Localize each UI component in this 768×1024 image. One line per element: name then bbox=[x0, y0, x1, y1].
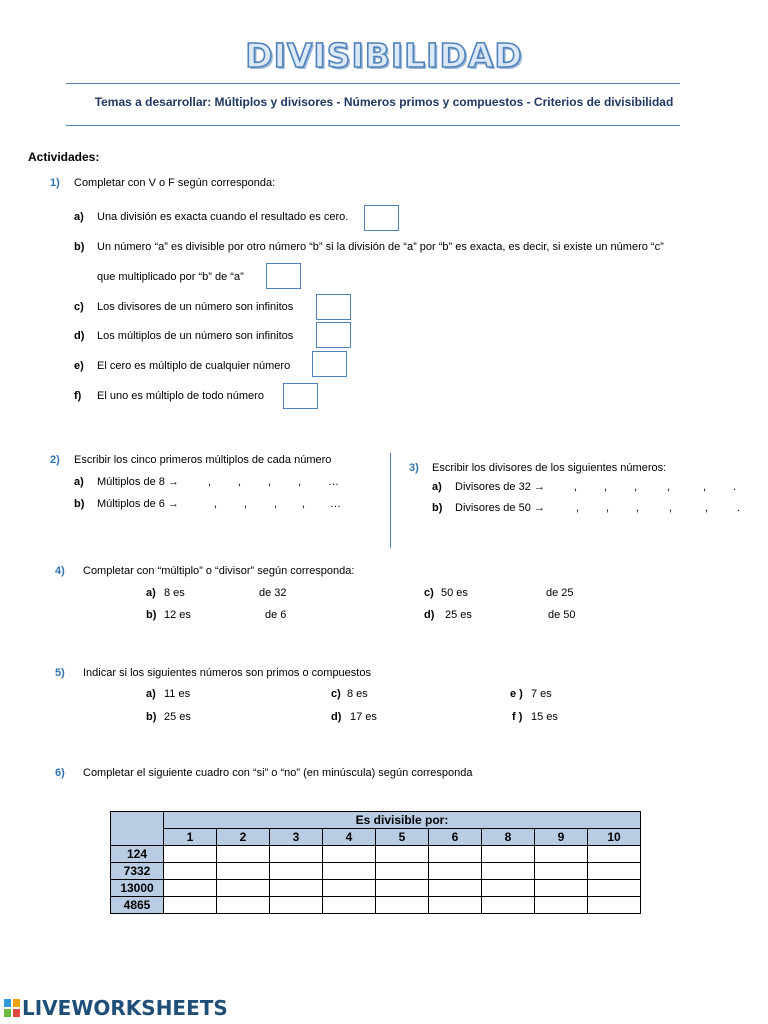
q3-a-sep: . bbox=[733, 481, 737, 493]
q5-item-b-text: 25 es bbox=[164, 711, 191, 723]
q3-a-sep: , bbox=[634, 481, 638, 493]
q3-item-a-text: Divisores de 32 → bbox=[455, 481, 545, 493]
q5-prompt: Indicar si los siguientes números son primos o compuestos bbox=[83, 667, 371, 679]
q4-prompt: Completar con “múltiplo” o “divisor” según corresponda: bbox=[83, 565, 355, 577]
answer-cell[interactable] bbox=[535, 880, 588, 897]
q2-a-sep: … bbox=[328, 476, 339, 488]
q4-item-a-text: 8 es bbox=[164, 587, 185, 599]
answer-cell[interactable] bbox=[376, 863, 429, 880]
answer-cell[interactable] bbox=[429, 880, 482, 897]
liveworksheets-logo bbox=[4, 996, 228, 1020]
page-title: DIVISIBILIDAD bbox=[245, 36, 523, 75]
divisor-header-cell: 3 bbox=[270, 829, 323, 846]
q1-item-f-letter: f) bbox=[74, 390, 82, 402]
answer-cell[interactable] bbox=[270, 846, 323, 863]
q2-a-sep: , bbox=[238, 476, 242, 488]
q4-item-c-letter: c) bbox=[424, 587, 434, 599]
answer-cell[interactable] bbox=[482, 846, 535, 863]
q1-answer-box-f[interactable] bbox=[283, 383, 318, 409]
divider-bottom bbox=[66, 125, 680, 126]
q5-item-b-letter: b) bbox=[146, 711, 157, 723]
answer-cell[interactable] bbox=[270, 863, 323, 880]
q3-item-b-text: Divisores de 50 → bbox=[455, 502, 545, 514]
answer-cell[interactable] bbox=[164, 863, 217, 880]
q4-number: 4) bbox=[55, 565, 65, 577]
q4-item-b-letter: b) bbox=[146, 609, 157, 621]
answer-cell[interactable] bbox=[588, 880, 641, 897]
q1-item-d-letter: d) bbox=[74, 330, 85, 342]
answer-cell[interactable] bbox=[535, 863, 588, 880]
divisor-header-cell: 10 bbox=[588, 829, 641, 846]
q1-answer-box-b[interactable] bbox=[266, 263, 301, 289]
answer-cell[interactable] bbox=[482, 880, 535, 897]
q1-answer-box-e[interactable] bbox=[312, 351, 347, 377]
answer-cell[interactable] bbox=[217, 897, 270, 914]
q1-item-a-text: Una división es exacta cuando el resultado es cero. bbox=[97, 211, 349, 223]
q1-item-c-letter: c) bbox=[74, 301, 84, 313]
q1-item-d-text: Los múltiplos de un número son infinitos bbox=[97, 330, 294, 342]
q1-item-c-text: Los divisores de un número son infinitos bbox=[97, 301, 294, 313]
q1-prompt: Completar con V o F según corresponda: bbox=[74, 177, 276, 189]
q2-item-b-text: Múltiplos de 6 → bbox=[97, 498, 179, 510]
q2-b-sep: , bbox=[244, 498, 248, 510]
q2-prompt: Escribir los cinco primeros múltiplos de cada número bbox=[74, 454, 332, 466]
answer-cell[interactable] bbox=[429, 897, 482, 914]
q2-a-sep: , bbox=[208, 476, 212, 488]
q4-item-a-letter: a) bbox=[146, 587, 156, 599]
divisibility-table bbox=[110, 811, 641, 914]
q1-number: 1) bbox=[50, 177, 60, 189]
q5-item-a-letter: a) bbox=[146, 688, 156, 700]
q5-item-c-letter: c) bbox=[331, 688, 341, 700]
q4-item-c-text: 50 es bbox=[441, 587, 468, 599]
logo-text: LIVEWORKSHEETS bbox=[22, 996, 228, 1020]
table-row bbox=[111, 846, 641, 863]
answer-cell[interactable] bbox=[535, 846, 588, 863]
q6-prompt: Completar el siguiente cuadro con “si” o “no” (en minúscula) según corresponda bbox=[83, 767, 473, 779]
answer-cell[interactable] bbox=[217, 863, 270, 880]
q1-item-e-text: El cero es múltiplo de cualquier número bbox=[97, 360, 291, 372]
q4-item-b-tail: de 6 bbox=[265, 609, 287, 621]
q5-item-a-text: 11 es bbox=[164, 688, 191, 700]
answer-cell[interactable] bbox=[323, 846, 376, 863]
q2-a-sep: , bbox=[268, 476, 272, 488]
q3-a-sep: , bbox=[604, 481, 608, 493]
divisor-header-cell: 4 bbox=[323, 829, 376, 846]
answer-cell[interactable] bbox=[323, 880, 376, 897]
divisor-header-cell: 8 bbox=[482, 829, 535, 846]
q4-item-c-tail: de 25 bbox=[546, 587, 574, 599]
q1-item-b-letter: b) bbox=[74, 241, 85, 253]
answer-cell[interactable] bbox=[376, 880, 429, 897]
q4-item-d-text: 25 es bbox=[445, 609, 472, 621]
q6-number: 6) bbox=[55, 767, 65, 779]
divider-top bbox=[66, 83, 680, 84]
answer-cell[interactable] bbox=[164, 897, 217, 914]
q1-answer-box-a[interactable] bbox=[364, 205, 399, 231]
q2-b-sep: , bbox=[302, 498, 306, 510]
answer-cell[interactable] bbox=[535, 897, 588, 914]
q3-b-sep: , bbox=[576, 502, 580, 514]
activities-heading: Actividades: bbox=[28, 150, 100, 164]
q1-item-f-text: El uno es múltiplo de todo número bbox=[97, 390, 264, 402]
table-row bbox=[111, 863, 641, 880]
table-header-row bbox=[111, 812, 641, 829]
q5-item-f-letter: f ) bbox=[512, 711, 523, 723]
q2-item-a-text: Múltiplos de 8 → bbox=[97, 476, 179, 488]
q4-item-a-tail: de 32 bbox=[259, 587, 287, 599]
answer-cell[interactable] bbox=[270, 897, 323, 914]
liveworksheets-logo-icon bbox=[4, 999, 20, 1017]
divisor-header-cell: 6 bbox=[429, 829, 482, 846]
q5-item-e-text: 7 es bbox=[531, 688, 552, 700]
table-corner-cell bbox=[111, 829, 164, 846]
q4-item-d-tail: de 50 bbox=[548, 609, 576, 621]
divisor-header-cell: 5 bbox=[376, 829, 429, 846]
q3-b-sep: , bbox=[636, 502, 640, 514]
q3-b-sep: . bbox=[737, 502, 741, 514]
q5-item-f-text: 15 es bbox=[531, 711, 558, 723]
q3-a-sep: , bbox=[574, 481, 578, 493]
q1-item-a-letter: a) bbox=[74, 211, 84, 223]
q5-number: 5) bbox=[55, 667, 65, 679]
q3-item-b-letter: b) bbox=[432, 502, 443, 514]
answer-cell[interactable] bbox=[217, 880, 270, 897]
q4-item-b-text: 12 es bbox=[164, 609, 191, 621]
table-header: Es divisible por: bbox=[164, 812, 641, 829]
q3-b-sep: , bbox=[669, 502, 673, 514]
q1-answer-box-d[interactable] bbox=[316, 322, 351, 348]
topics-line: Temas a desarrollar: Múltiplos y divisores - Números primos y compuestos - Criterios de divisibilidad bbox=[94, 95, 674, 109]
table-row bbox=[111, 897, 641, 914]
column-divider bbox=[390, 453, 391, 548]
table-corner-cell bbox=[111, 812, 164, 829]
row-number-cell: 4865 bbox=[111, 897, 164, 914]
answer-cell[interactable] bbox=[588, 897, 641, 914]
q5-item-d-text: 17 es bbox=[350, 711, 377, 723]
row-number-cell: 7332 bbox=[111, 863, 164, 880]
q2-item-b-letter: b) bbox=[74, 498, 85, 510]
table-divisors-row bbox=[111, 829, 641, 846]
q3-number: 3) bbox=[409, 462, 419, 474]
divisor-header-cell: 2 bbox=[217, 829, 270, 846]
q4-item-d-letter: d) bbox=[424, 609, 435, 621]
q3-prompt: Escribir los divisores de los siguientes números: bbox=[432, 462, 667, 474]
q3-item-a-letter: a) bbox=[432, 481, 442, 493]
answer-cell[interactable] bbox=[164, 846, 217, 863]
q1-answer-box-c[interactable] bbox=[316, 294, 351, 320]
q2-b-sep: , bbox=[214, 498, 218, 510]
q2-number: 2) bbox=[50, 454, 60, 466]
row-number-cell: 124 bbox=[111, 846, 164, 863]
q2-item-a-letter: a) bbox=[74, 476, 84, 488]
q5-item-c-text: 8 es bbox=[347, 688, 368, 700]
answer-cell[interactable] bbox=[482, 863, 535, 880]
q2-a-sep: , bbox=[298, 476, 302, 488]
answer-cell[interactable] bbox=[323, 897, 376, 914]
answer-cell[interactable] bbox=[217, 846, 270, 863]
q3-b-sep: , bbox=[705, 502, 709, 514]
answer-cell[interactable] bbox=[429, 846, 482, 863]
table-row bbox=[111, 880, 641, 897]
answer-cell[interactable] bbox=[164, 880, 217, 897]
answer-cell[interactable] bbox=[376, 846, 429, 863]
q5-item-d-letter: d) bbox=[331, 711, 342, 723]
q1-item-e-letter: e) bbox=[74, 360, 84, 372]
answer-cell[interactable] bbox=[482, 897, 535, 914]
answer-cell[interactable] bbox=[376, 897, 429, 914]
q3-a-sep: , bbox=[703, 481, 707, 493]
answer-cell[interactable] bbox=[429, 863, 482, 880]
divisor-header-cell: 1 bbox=[164, 829, 217, 846]
q1-item-b-text: Un número “a” es divisible por otro número “b” si la división de “a” por “b” es exacta, es decir, si existe un número “c” bbox=[97, 241, 664, 253]
q2-b-sep: … bbox=[330, 498, 341, 510]
row-number-cell: 13000 bbox=[111, 880, 164, 897]
q1-item-b-text-cont: que multiplicado por “b” de “a” bbox=[97, 271, 244, 283]
q2-b-sep: , bbox=[274, 498, 278, 510]
q5-item-e-letter: e ) bbox=[510, 688, 523, 700]
q3-b-sep: , bbox=[606, 502, 610, 514]
answer-cell[interactable] bbox=[588, 846, 641, 863]
answer-cell[interactable] bbox=[588, 863, 641, 880]
q3-a-sep: , bbox=[667, 481, 671, 493]
answer-cell[interactable] bbox=[270, 880, 323, 897]
divisor-header-cell: 9 bbox=[535, 829, 588, 846]
answer-cell[interactable] bbox=[323, 863, 376, 880]
